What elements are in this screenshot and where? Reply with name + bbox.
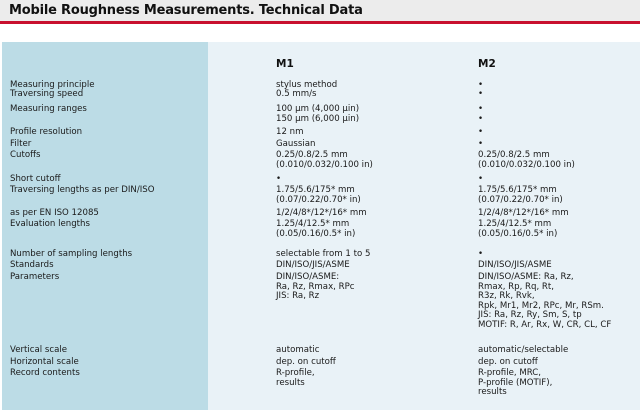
spec-value-m2 — [478, 128, 483, 138]
spec-value-m2-line: dep. on cutoff — [478, 357, 538, 367]
spec-value-m1 — [276, 209, 367, 219]
spec-label-line: Measuring ranges — [10, 104, 87, 114]
spec-value-m1-line: R-profile, — [276, 368, 315, 378]
spec-label-line: Parameters — [10, 272, 60, 282]
spec-value-m1-line: 150 µm (6,000 µin) — [276, 113, 360, 124]
spec-label — [10, 220, 90, 230]
spec-value-m1 — [276, 220, 355, 239]
spec-value-m1-line: (0.010/0.032/0.100 in) — [276, 159, 373, 170]
spec-value-m2-line: 1/2/4/8*/12*/16* mm — [478, 208, 569, 218]
spec-value-m2-line: DIN/ISO/ASME: Ra, Rz, — [478, 272, 574, 282]
spec-value-m1-line: Ra, Rz, Rmax, RPc — [276, 281, 355, 292]
spec-value-m1 — [276, 369, 315, 388]
spec-value-m1 — [276, 151, 373, 170]
spec-value-m1-line: 1.75/5.6/175* mm — [276, 185, 355, 195]
spec-value-m2-line: • — [478, 249, 484, 259]
spec-label-line: Record contents — [10, 368, 80, 378]
spec-value-m2 — [478, 90, 483, 100]
spec-value-m1 — [276, 175, 281, 185]
spec-label-line: Standards — [10, 260, 54, 270]
spec-value-m1-line: stylus method — [276, 80, 338, 90]
spec-value-m2 — [478, 346, 568, 356]
spec-value-m2-line: 1.25/4/12.5* mm — [478, 219, 552, 229]
spec-value-m2 — [478, 369, 552, 398]
spec-value-m1 — [276, 105, 359, 124]
spec-value-m2-line: • — [478, 104, 484, 114]
spec-value-m2-line: • — [478, 139, 484, 149]
spec-label-line: Traversing lengths as per DIN/ISO — [10, 185, 155, 195]
spec-value-m2 — [478, 273, 611, 331]
spec-value-m2-line: (0.07/0.22/0.70* in) — [478, 194, 563, 205]
spec-label-line: Filter — [10, 139, 32, 149]
spec-value-m2-line: P-profile (MOTIF), — [478, 377, 553, 388]
spec-label — [10, 250, 132, 260]
spec-value-m2-line: 0.25/0.8/2.5 mm — [478, 150, 550, 160]
spec-value-m1-line: selectable from 1 to 5 — [276, 249, 371, 259]
spec-value-m2-line: • — [478, 174, 484, 184]
spec-label-line: Short cutoff — [10, 174, 61, 184]
spec-label — [10, 105, 87, 115]
spec-value-m2 — [478, 151, 575, 170]
spec-label — [10, 358, 79, 368]
spec-value-m2-line: • — [478, 80, 484, 90]
spec-value-m2-line: Rpk, Mr1, Mr2, RPc, Mr, RSm. — [478, 300, 604, 311]
spec-value-m2-line: • — [478, 127, 484, 137]
column-header-m2: M2 — [478, 58, 496, 70]
spec-label — [10, 90, 83, 100]
spec-value-m1-line: 100 µm (4,000 µin) — [276, 104, 360, 114]
spec-label — [10, 140, 31, 150]
spec-label-line: Profile resolution — [10, 127, 83, 137]
values-column-background — [208, 42, 640, 410]
spec-value-m2 — [478, 175, 483, 185]
spec-value-m2-line: JIS: Ra, Rz, Ry, Sm, S, tp — [478, 310, 582, 321]
spec-value-m2-line: (0.05/0.16/0.5* in) — [478, 228, 558, 239]
spec-value-m2-line: (0.010/0.032/0.100 in) — [478, 159, 575, 170]
spec-value-m2-line: R-profile, MRC, — [478, 368, 542, 378]
spec-value-m1-line: dep. on cutoff — [276, 357, 336, 367]
spec-value-m1 — [276, 128, 304, 138]
spec-value-m1-line: results — [276, 377, 305, 388]
spec-value-m2 — [478, 358, 538, 368]
spec-value-m2 — [478, 105, 483, 124]
spec-value-m1 — [276, 346, 319, 356]
column-header-m1: M1 — [276, 58, 294, 70]
spec-value-m1-line: automatic — [276, 345, 320, 355]
spec-label-line: Measuring principle — [10, 80, 95, 90]
spec-label-line: Cutoffs — [10, 150, 41, 160]
spec-value-m1-line: 0.5 mm/s — [276, 89, 317, 99]
spec-label — [10, 209, 99, 219]
spec-value-m1 — [276, 358, 336, 368]
spec-label — [10, 369, 80, 379]
spec-value-m1-line: (0.05/0.16/0.5* in) — [276, 228, 356, 239]
spec-value-m2-line: MOTIF: R, Ar, Rx, W, CR, CL, CF — [478, 319, 612, 330]
spec-value-m2 — [478, 261, 552, 271]
spec-value-m2-line: automatic/selectable — [478, 345, 569, 355]
spec-label-line: Number of sampling lengths — [10, 249, 133, 259]
spec-value-m1 — [276, 250, 370, 260]
spec-value-m2 — [478, 140, 483, 150]
spec-value-m1-line: 1/2/4/8*/12*/16* mm — [276, 208, 367, 218]
spec-value-m1-line: Gaussian — [276, 139, 316, 149]
spec-label-line: Horizontal scale — [10, 357, 79, 367]
spec-value-m2-line: results — [478, 387, 507, 398]
spec-value-m1-line: (0.07/0.22/0.70* in) — [276, 194, 361, 205]
page-title: Mobile Roughness Measurements. Technical Data — [9, 3, 363, 18]
spec-value-m1-line: 1.25/4/12.5* mm — [276, 219, 350, 229]
spec-label-line: Traversing speed — [10, 89, 84, 99]
spec-value-m2 — [478, 186, 563, 205]
spec-label-line: Vertical scale — [10, 345, 68, 355]
spec-label — [10, 128, 82, 138]
spec-value-m1-line: • — [276, 174, 282, 184]
spec-value-m2-line: R3z, Rk, Rvk, — [478, 291, 535, 302]
spec-label — [10, 273, 59, 283]
spec-label — [10, 151, 40, 161]
spec-label-line: Evaluation lengths — [10, 219, 90, 229]
spec-value-m2-line: DIN/ISO/JIS/ASME — [478, 260, 552, 270]
spec-value-m1 — [276, 90, 317, 100]
header-gap — [0, 24, 640, 42]
spec-label — [10, 175, 61, 185]
spec-value-m1-line: 0.25/0.8/2.5 mm — [276, 150, 348, 160]
spec-label — [10, 186, 155, 196]
spec-value-m2 — [478, 209, 569, 219]
spec-value-m1-line: JIS: Ra, Rz — [276, 291, 320, 302]
title-bar — [0, 0, 640, 24]
spec-value-m2-line: • — [478, 113, 484, 124]
spec-value-m1 — [276, 140, 315, 150]
spec-label — [10, 261, 54, 271]
spec-value-m2-line: • — [478, 89, 484, 99]
spec-value-m2-line: 1.75/5.6/175* mm — [478, 185, 557, 195]
spec-value-m1 — [276, 273, 355, 302]
spec-value-m1 — [276, 261, 350, 271]
spec-value-m1-line: DIN/ISO/JIS/ASME — [276, 260, 350, 270]
spec-label — [10, 346, 67, 356]
spec-label-line: as per EN ISO 12085 — [10, 208, 99, 218]
spec-value-m1-line: 12 nm — [276, 127, 304, 137]
spec-value-m1 — [276, 186, 361, 205]
spec-value-m2-line: Rmax, Rp, Rq, Rt, — [478, 281, 555, 292]
spec-value-m1-line: DIN/ISO/ASME: — [276, 272, 340, 282]
spec-value-m2 — [478, 220, 557, 239]
spec-value-m2 — [478, 250, 483, 260]
